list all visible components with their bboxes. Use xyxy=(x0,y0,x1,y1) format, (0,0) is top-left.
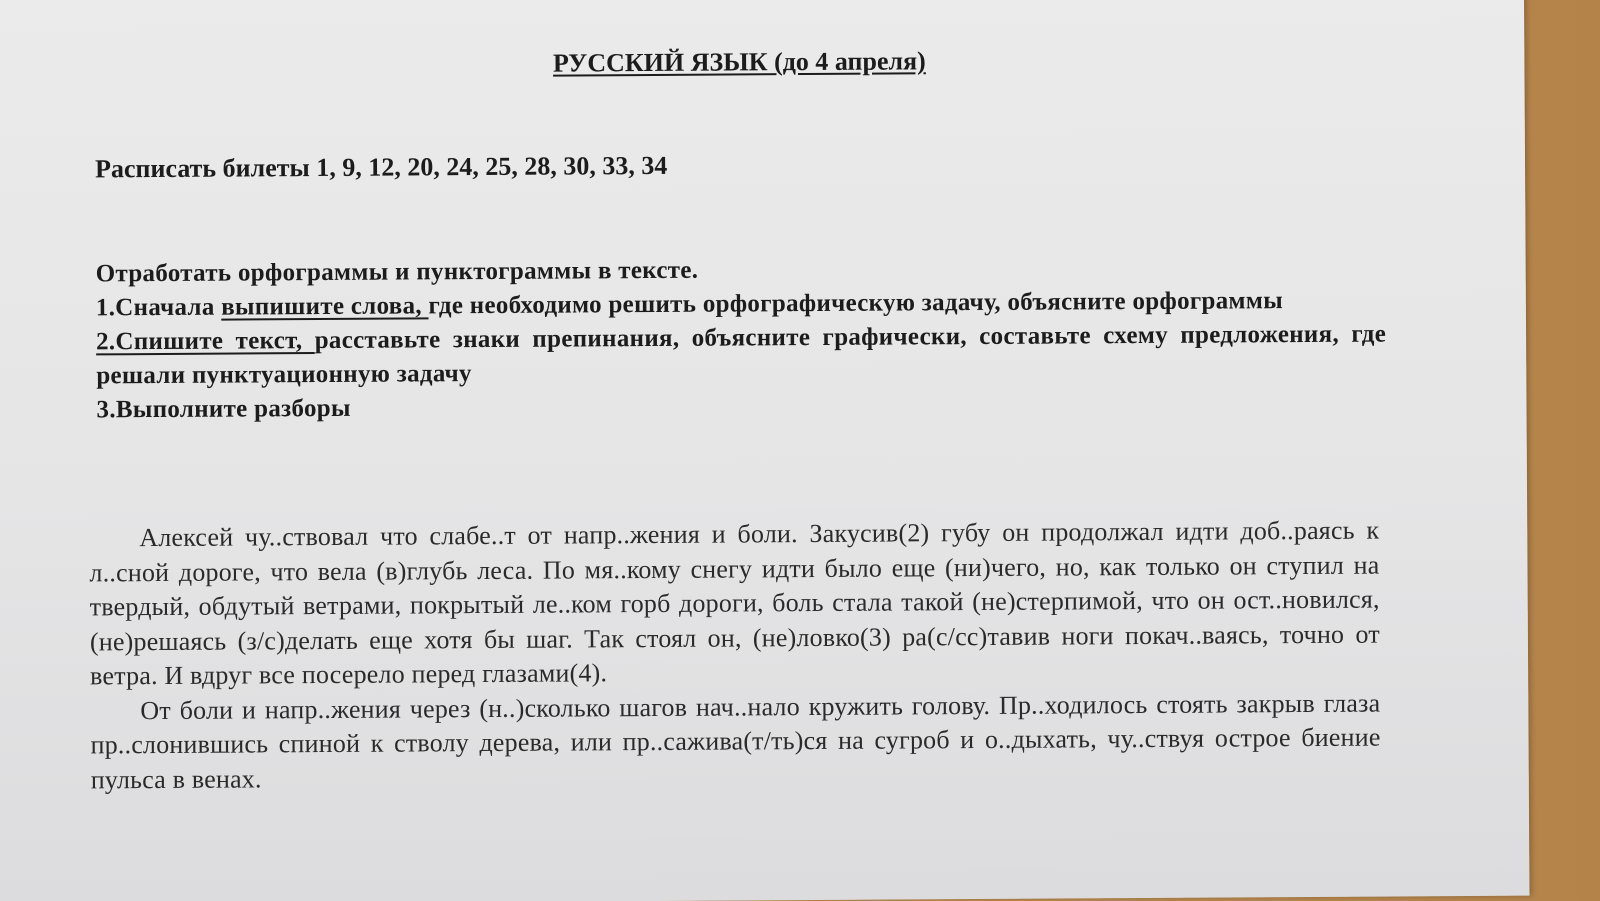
instruction-step-3: 3.Выполните разборы xyxy=(96,394,351,424)
step-1-prefix: 1.Сначала xyxy=(95,293,222,322)
step-2-text: расставьте знаки препинания, объясните графически, составьте схему предложения, где решали пунктуационную задачу xyxy=(96,320,1387,390)
exercise-passage xyxy=(89,514,1381,798)
step-1-underlined: выпишите слова, xyxy=(221,292,429,321)
instructions-heading: Отработать орфограммы и пунктограммы в тексте. xyxy=(95,256,699,288)
document-title: РУССКИЙ ЯЗЫК (до 4 апреля) xyxy=(552,46,926,78)
instruction-step-2 xyxy=(96,318,1386,394)
passage-paragraph-1: Алексей чу..ствовал что слабе..т от напр..жения и боли. Закусив(2) губу он продолжал идти доб..раясь к л..сной дороге, что вела (в)глубь леса. По мя..кому снегу идти было еще (ни)чего, но, как только он ступил на твердый, обдутый ветрами, покрытый ле..ком горб дороги, боль стала такой (не)стерпимой, что он ост..новился, (не)решаясь (з/с)делать еще хотя бы шаг. Так стоял он, (не)ловко(3) ра(с/сс)тавив ноги покач..ваясь, точно от ветра. И вдруг все посерело перед глазами(4). xyxy=(89,515,1380,691)
tickets-assignment: Расписать билеты 1, 9, 12, 20, 24, 25, 28, 30, 33, 34 xyxy=(94,150,668,184)
passage-paragraph-2: От боли и напр..жения через (н..)сколько шагов нач..нало кружить голову. Пр..ходилось стоять закрыв глаза пр..слонившись спиной к стволу дерева, или пр..сажива(т/ть)ся на сугроб и о..дыхать, чу..ствуя острое биение пульса в венах. xyxy=(90,688,1381,794)
step-1-text: где необходимо решить орфографическую задачу, объясните орфограммы xyxy=(428,287,1284,320)
step-2-underlined: 2.Спишите текст, xyxy=(96,327,315,356)
instructions-block xyxy=(96,250,1387,428)
